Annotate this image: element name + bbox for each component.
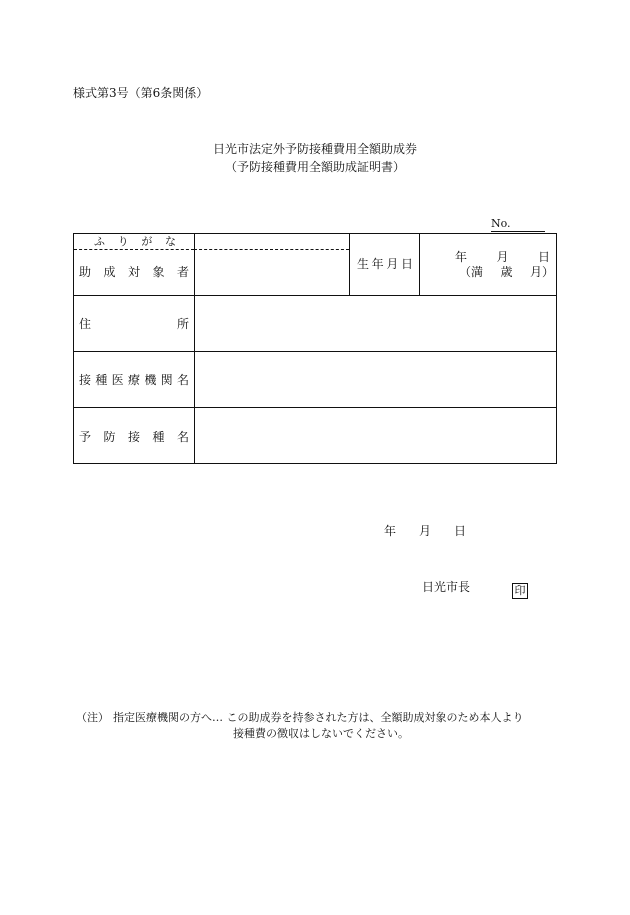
address-char: 住 (79, 317, 92, 331)
address-input-area[interactable] (195, 296, 555, 350)
subject-char: 者 (176, 265, 189, 279)
issuer-name: 日光市長 (422, 580, 471, 594)
birth-day-unit: 日 (537, 250, 550, 264)
issue-month-unit: 月 (418, 524, 431, 538)
vaccine-label (79, 430, 189, 445)
vaccine-char: 予 (79, 430, 92, 444)
furigana-input-area[interactable] (195, 235, 348, 248)
birthdate-char: 生 (357, 257, 370, 271)
furigana-char: ふ (94, 235, 105, 248)
issue-date (384, 524, 466, 539)
institution-char: 療 (127, 373, 140, 387)
number-field (491, 217, 545, 232)
subject-char: 象 (152, 265, 165, 279)
subject-name-input-area[interactable] (195, 251, 348, 294)
vaccine-char: 防 (103, 430, 116, 444)
age-prefix: （満 (459, 265, 484, 279)
vaccine-char: 種 (152, 430, 165, 444)
subject-char: 対 (127, 265, 140, 279)
issue-day-unit: 日 (453, 524, 466, 538)
seal-mark: 印 (512, 583, 528, 599)
birth-label-divider (419, 234, 420, 295)
number-label: No. (491, 217, 511, 230)
subject-label (79, 265, 189, 280)
vaccine-char: 接 (127, 430, 140, 444)
age-units (459, 265, 554, 280)
institution-char: 機 (144, 373, 157, 387)
birth-year-unit: 年 (455, 250, 468, 264)
vaccine-input-area[interactable] (195, 408, 555, 462)
institution-char: 医 (111, 373, 124, 387)
furigana-label (94, 235, 176, 248)
age-months-unit: 月） (529, 265, 554, 279)
furigana-value-divider (194, 249, 349, 250)
document-title: 日光市法定外予防接種費用全額助成券 (212, 142, 417, 156)
name-birth-divider (349, 234, 350, 295)
document-subtitle: （予防接種費用全額助成証明書） (224, 160, 405, 174)
institution-char: 名 (176, 373, 189, 387)
birth-month-unit: 月 (496, 250, 509, 264)
note-label: （注） (76, 711, 109, 724)
address-label (79, 317, 189, 332)
furigana-char: り (117, 235, 129, 248)
subsidy-form-table (73, 233, 557, 464)
institution-label (79, 373, 189, 388)
birthdate-char: 月 (386, 257, 399, 271)
vaccine-char: 名 (176, 430, 189, 444)
birthdate-label (357, 257, 413, 272)
note-line-2: 接種費の徴収はしないでください。 (233, 727, 409, 740)
form-number: 様式第3号（第6条関係） (73, 86, 209, 100)
birthdate-units (455, 250, 550, 265)
note-line-1: 指定医療機関の方へ… この助成券を持参された方は、全額助成対象のため本人より (113, 711, 524, 724)
birthdate-char: 年 (371, 257, 384, 271)
institution-char: 関 (160, 373, 173, 387)
official-seal (512, 579, 528, 599)
institution-input-area[interactable] (195, 352, 555, 406)
furigana-divider (74, 249, 194, 250)
issue-year-unit: 年 (384, 524, 397, 538)
furigana-char: が (141, 235, 153, 248)
institution-char: 種 (95, 373, 108, 387)
age-years-unit: 歳 (500, 265, 513, 279)
birthdate-char: 日 (400, 257, 413, 271)
address-char: 所 (176, 317, 189, 331)
furigana-char: な (164, 235, 176, 248)
subject-char: 助 (79, 265, 92, 279)
subject-char: 成 (103, 265, 116, 279)
institution-char: 接 (79, 373, 92, 387)
